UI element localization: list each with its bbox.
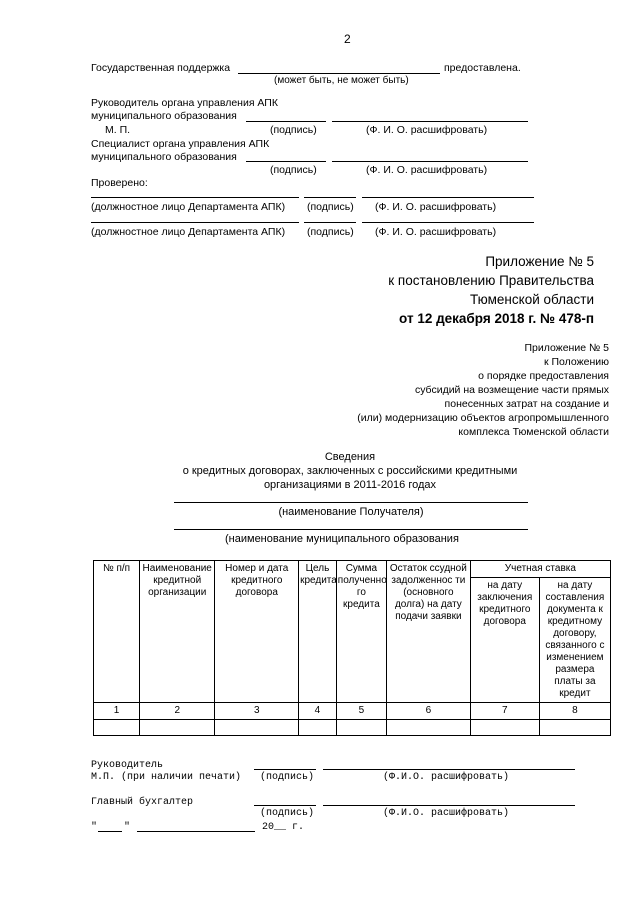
col-number: 8 bbox=[539, 703, 610, 720]
spec-apk-sig-caption: (подпись) bbox=[270, 164, 317, 176]
spec-apk-line2: муниципального образования bbox=[91, 151, 237, 163]
doc-title: Сведения bbox=[324, 451, 376, 463]
appendix2-line4: субсидий на возмещение части прямых bbox=[414, 384, 609, 396]
checked-official-caption-2: (должностное лицо Департамента АПК) bbox=[91, 226, 286, 238]
municipality-line bbox=[174, 529, 528, 530]
head-apk-mp: М. П. bbox=[105, 124, 131, 136]
table-cell[interactable] bbox=[539, 720, 610, 736]
table-number-row bbox=[94, 703, 611, 720]
header-rest: Остаток ссудной задолженнос ти (основного долга) на дату подачи заявки bbox=[387, 561, 471, 703]
appendix2-line5: понесенных затрат на создание и bbox=[444, 398, 609, 410]
footer-acc-sign-line bbox=[254, 805, 316, 806]
support-field-line bbox=[238, 73, 440, 74]
checked-fio-line-2 bbox=[362, 222, 534, 223]
header-rate-a: на дату заключения кредитного договора bbox=[470, 578, 539, 703]
table-cell[interactable] bbox=[387, 720, 471, 736]
header-org: Наименование кредитной организации bbox=[140, 561, 215, 703]
appendix2-line7: комплекса Тюменской области bbox=[458, 426, 609, 438]
table-row bbox=[94, 720, 611, 736]
footer-acc-fio-caption: (Ф.И.О. расшифровать) bbox=[383, 808, 510, 819]
footer-head-fio-caption: (Ф.И.О. расшифровать) bbox=[383, 772, 510, 783]
table-cell[interactable] bbox=[470, 720, 539, 736]
municipality-caption: (наименование муниципального образования bbox=[225, 533, 459, 545]
checked-official-line-1 bbox=[91, 197, 299, 198]
footer-accountant-label: Главный бухгалтер bbox=[91, 797, 194, 808]
appendix2-line2: к Положению bbox=[543, 356, 609, 368]
appendix-line4: от 12 декабря 2018 г. № 478-п bbox=[399, 311, 594, 326]
checked-official-line-2 bbox=[91, 222, 299, 223]
header-rate-b: на дату составления документа к кредитному договору, связанного с изменением размера платы за кредит bbox=[539, 578, 610, 703]
recipient-line bbox=[174, 502, 528, 503]
footer-head-fio-line bbox=[323, 769, 575, 770]
table-cell[interactable] bbox=[299, 720, 337, 736]
header-rate: Учетная ставка bbox=[470, 561, 610, 578]
support-label: Государственная поддержка bbox=[91, 62, 231, 74]
col-number: 5 bbox=[336, 703, 386, 720]
appendix2-line1: Приложение № 5 bbox=[524, 342, 609, 354]
col-number: 2 bbox=[140, 703, 215, 720]
checked-sign-line-2 bbox=[304, 222, 356, 223]
spec-apk-fio-caption: (Ф. И. О. расшифровать) bbox=[366, 164, 488, 176]
header-goal: Цель кредита bbox=[299, 561, 337, 703]
checked-fio-caption-1: (Ф. И. О. расшифровать) bbox=[375, 201, 497, 213]
checked-sig-caption-2: (подпись) bbox=[307, 226, 354, 238]
checked-official-caption-1: (должностное лицо Департамента АПК) bbox=[91, 201, 286, 213]
head-apk-sig-caption: (подпись) bbox=[270, 124, 317, 136]
table-cell[interactable] bbox=[336, 720, 386, 736]
footer-acc-sig-caption: (подпись) bbox=[260, 808, 315, 819]
head-apk-line1: Руководитель органа управления АПК bbox=[91, 97, 278, 109]
footer-mp: М.П. (при наличии печати) bbox=[91, 772, 242, 783]
header-contract: Номер и дата кредитного договора bbox=[215, 561, 299, 703]
support-suffix: предоставлена. bbox=[444, 62, 521, 74]
checked-label: Проверено: bbox=[91, 177, 148, 189]
appendix-line2: к постановлению Правительства bbox=[388, 273, 594, 288]
col-number: 7 bbox=[470, 703, 539, 720]
checked-fio-caption-2: (Ф. И. О. расшифровать) bbox=[375, 226, 497, 238]
recipient-caption: (наименование Получателя) bbox=[278, 506, 424, 518]
table-header-row bbox=[94, 561, 611, 578]
footer-head-sig-caption: (подпись) bbox=[260, 772, 315, 783]
doc-subtitle-line2: организациями в 2011-2016 годах bbox=[263, 479, 437, 491]
head-apk-fio-caption: (Ф. И. О. расшифровать) bbox=[366, 124, 488, 136]
table-cell[interactable] bbox=[215, 720, 299, 736]
date-year: 20__ г. bbox=[262, 822, 305, 833]
checked-sig-caption-1: (подпись) bbox=[307, 201, 354, 213]
header-sum: Сумма полученно го кредита bbox=[336, 561, 386, 703]
head-apk-line2: муниципального образования bbox=[91, 110, 237, 122]
col-number: 6 bbox=[387, 703, 471, 720]
support-hint: (может быть, не может быть) bbox=[274, 75, 409, 86]
appendix-line1: Приложение № 5 bbox=[485, 254, 594, 269]
footer-head-label: Руководитель bbox=[91, 760, 164, 771]
head-apk-fio-line bbox=[332, 121, 528, 122]
appendix2-line3: о порядке предоставления bbox=[478, 370, 609, 382]
head-apk-sign-line bbox=[246, 121, 326, 122]
col-number: 1 bbox=[94, 703, 140, 720]
date-month-line bbox=[137, 831, 255, 832]
spec-apk-sign-line bbox=[246, 161, 326, 162]
date-quote-close: " bbox=[124, 822, 131, 833]
date-quote-open: " bbox=[91, 822, 98, 833]
spec-apk-line1: Специалист органа управления АПК bbox=[91, 138, 270, 150]
page-number: 2 bbox=[344, 32, 351, 46]
col-number: 4 bbox=[299, 703, 337, 720]
checked-fio-line-1 bbox=[362, 197, 534, 198]
appendix2-line6: (или) модернизацию объектов агропромышленного bbox=[357, 412, 609, 424]
table-cell[interactable] bbox=[94, 720, 140, 736]
spec-apk-fio-line bbox=[332, 161, 528, 162]
checked-sign-line-1 bbox=[304, 197, 356, 198]
date-day-line bbox=[98, 831, 122, 832]
credit-agreements-table bbox=[93, 560, 611, 736]
footer-acc-fio-line bbox=[323, 805, 575, 806]
footer-head-sign-line bbox=[254, 769, 316, 770]
table-cell[interactable] bbox=[140, 720, 215, 736]
doc-subtitle-line1: о кредитных договорах, заключенных с российскими кредитными bbox=[182, 465, 518, 477]
header-num: № п/п bbox=[94, 561, 140, 703]
col-number: 3 bbox=[215, 703, 299, 720]
appendix-line3: Тюменской области bbox=[470, 292, 594, 307]
